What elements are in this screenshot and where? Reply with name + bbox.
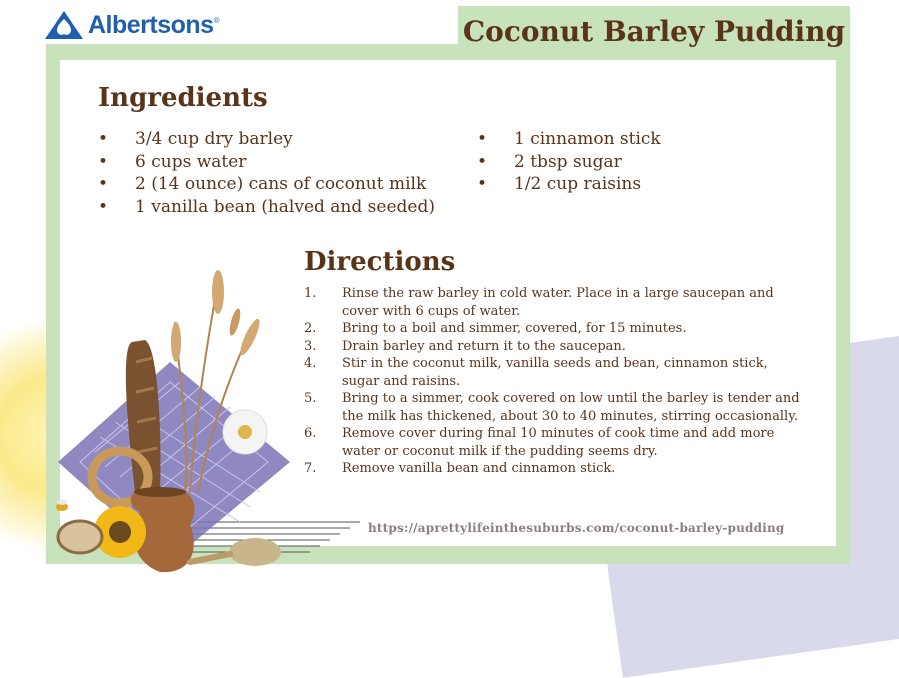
step-number: 2. (304, 321, 317, 336)
registered-mark: ® (213, 16, 220, 25)
direction-step (304, 285, 804, 320)
ingredients-list-right (477, 128, 661, 196)
ingredient-item: • 1 vanilla bean (halved and seeded) (98, 196, 435, 219)
food-illustration (40, 262, 340, 582)
ingredients-heading: Ingredients (98, 83, 268, 113)
albertsons-logo-icon (44, 10, 84, 40)
step-text: Bring to a simmer, cook covered on low until the barley is tender and the milk has thickened, about 30 to 40 minutes, stirring occasionally. (342, 391, 800, 424)
brand-name: Albertsons (88, 10, 214, 39)
ingredient-item: • 2 (14 ounce) cans of coconut milk (98, 173, 435, 196)
step-text: Rinse the raw barley in cold water. Place in a large saucepan and cover with 6 cups of water. (342, 286, 774, 319)
albertsons-logo[interactable] (44, 8, 220, 42)
wooden-spoon (190, 538, 281, 566)
ingredient-item: • 1/2 cup raisins (477, 173, 661, 196)
direction-step (304, 320, 804, 338)
directions-list (304, 285, 804, 478)
bee-icon (56, 499, 68, 511)
source-url[interactable]: https://aprettylifeinthesuburbs.com/coconut-barley-pudding (368, 521, 785, 535)
bread-slice (58, 521, 102, 553)
direction-step (304, 425, 804, 460)
directions-heading: Directions (304, 247, 456, 277)
ingredient-item: • 3/4 cup dry barley (98, 128, 435, 151)
direction-step (304, 338, 804, 356)
step-text: Remove vanilla bean and cinnamon stick. (342, 461, 616, 476)
step-number: 1. (304, 286, 317, 301)
step-text: Remove cover during final 10 minutes of cook time and add more water or coconut milk if the pudding seems dry. (342, 426, 775, 459)
step-text: Stir in the coconut milk, vanilla seeds and bean, cinnamon stick, sugar and raisins. (342, 356, 768, 389)
recipe-title: Coconut Barley Pudding (462, 15, 846, 48)
daisy (223, 410, 267, 454)
direction-step (304, 355, 804, 390)
step-text: Bring to a boil and simmer, covered, for 15 minutes. (342, 321, 687, 336)
direction-step (304, 460, 804, 478)
ingredient-item: • 2 tbsp sugar (477, 151, 661, 174)
step-text: Drain barley and return it to the saucepan. (342, 338, 626, 354)
step-number: 4. (304, 356, 317, 371)
ingredient-item: • 6 cups water (98, 151, 435, 174)
step-number: 5. (304, 391, 317, 406)
step-number: 3. (304, 338, 317, 354)
step-number: 7. (304, 461, 317, 476)
step-number: 6. (304, 426, 317, 441)
direction-step (304, 390, 804, 425)
ingredient-item: • 1 cinnamon stick (477, 128, 661, 151)
ingredients-list-left (98, 128, 435, 218)
